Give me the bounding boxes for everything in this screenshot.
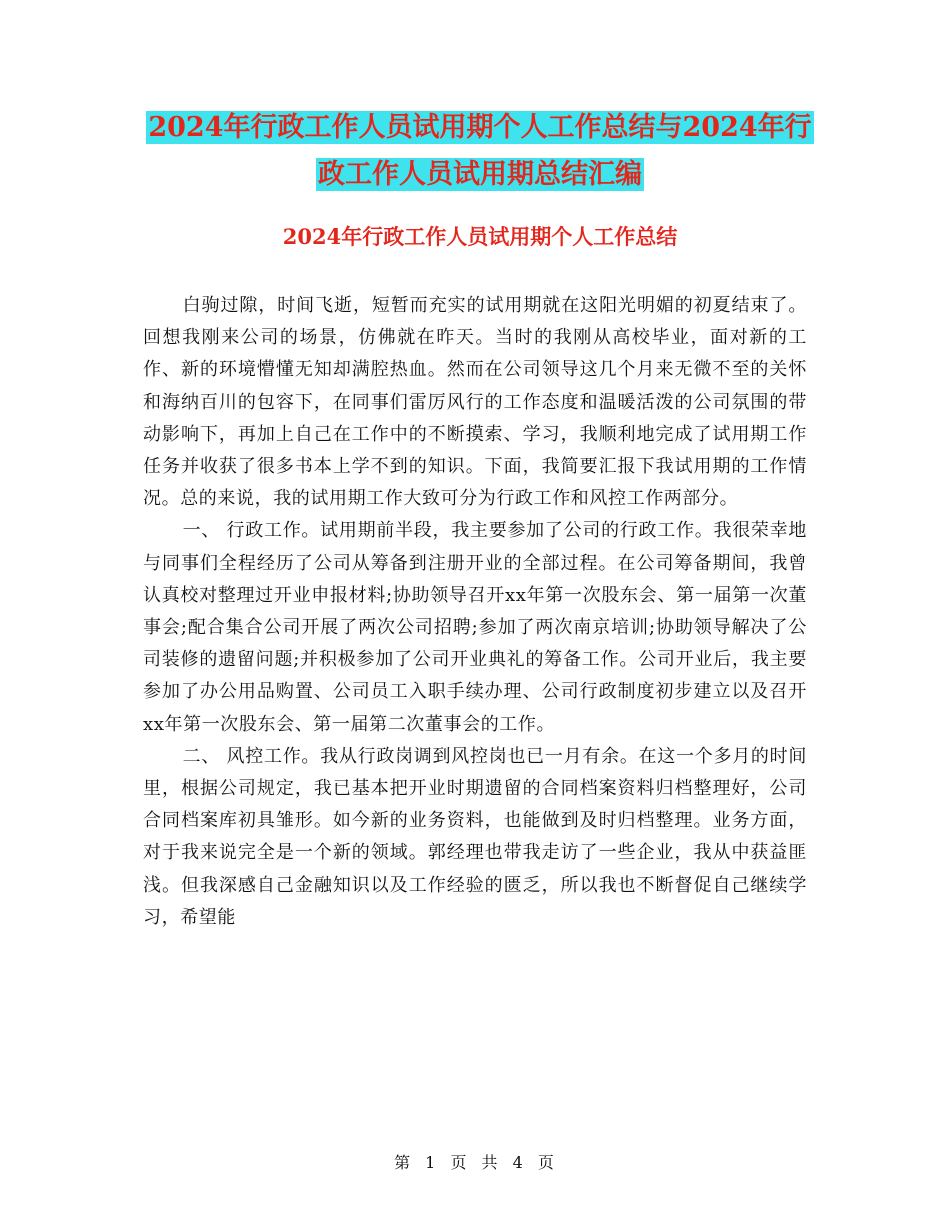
paragraph-risk-control: 二、 风控工作。我从行政岗调到风控岗也已一月有余。在这一个多月的时间里，根据公司规定，我已基本把开业时期遗留的合同档案资料归档整理好，公司合同档案库初具雏形。如今新的业务资料，也能做到及时归档整理。业务方面，对于我来说完全是一个新的领域。郭经理也带我走访了一些企业，我从中获益匪浅。但我深感自己金融知识以及工作经验的匮乏，所以我也不断督促自己继续学习，希望能: [143, 745, 807, 928]
body-text: [143, 290, 807, 934]
section-title: 2024年行政工作人员试用期个人工作总结: [282, 224, 678, 249]
main-title-line-1: 2024年行政工作人员试用期个人工作总结与2024年行: [148, 112, 812, 143]
paragraph-intro: 白驹过隙，时间飞逝，短暂而充实的试用期就在这阳光明媚的初夏结束了。回想我刚来公司的场景，仿佛就在昨天。当时的我刚从高校毕业，面对新的工作、新的环境懵懂无知却满腔热血。然而在公司领导这几个月来无微不至的关怀和海纳百川的包容下，在同事们雷厉风行的工作态度和温暖活泼的公司氛围的带动影响下，再加上自己在工作中的不断摸索、学习，我顺利地完成了试用期工作任务并收获了很多书本上学不到的知识。下面，我简要汇报下我试用期的工作情况。总的来说，我的试用期工作大致可分为行政工作和风控工作两部分。: [143, 295, 807, 510]
page-footer: 第 1 页 共 4 页: [394, 1153, 556, 1172]
main-title-line-2: 政工作人员试用期总结汇编: [318, 159, 642, 190]
paragraph-admin-work: 一、 行政工作。试用期前半段，我主要参加了公司的行政工作。我很荣幸地与同事们全程经历了公司从筹备到注册开业的全部过程。在公司筹备期间，我曾认真校对整理过开业申报材料;协助领导召开xx年第一次股东会、第一届第一次董事会;配合集合公司开展了两次公司招聘;参加了两次南京培训;协助领导解决了公司装修的遗留问题;并积极参加了公司开业典礼的筹备工作。公司开业后，我主要参加了办公用品购置、公司员工入职手续办理、公司行政制度初步建立以及召开xx年第一次股东会、第一届第二次董事会的工作。: [143, 520, 807, 735]
document-main-title: [140, 104, 820, 198]
